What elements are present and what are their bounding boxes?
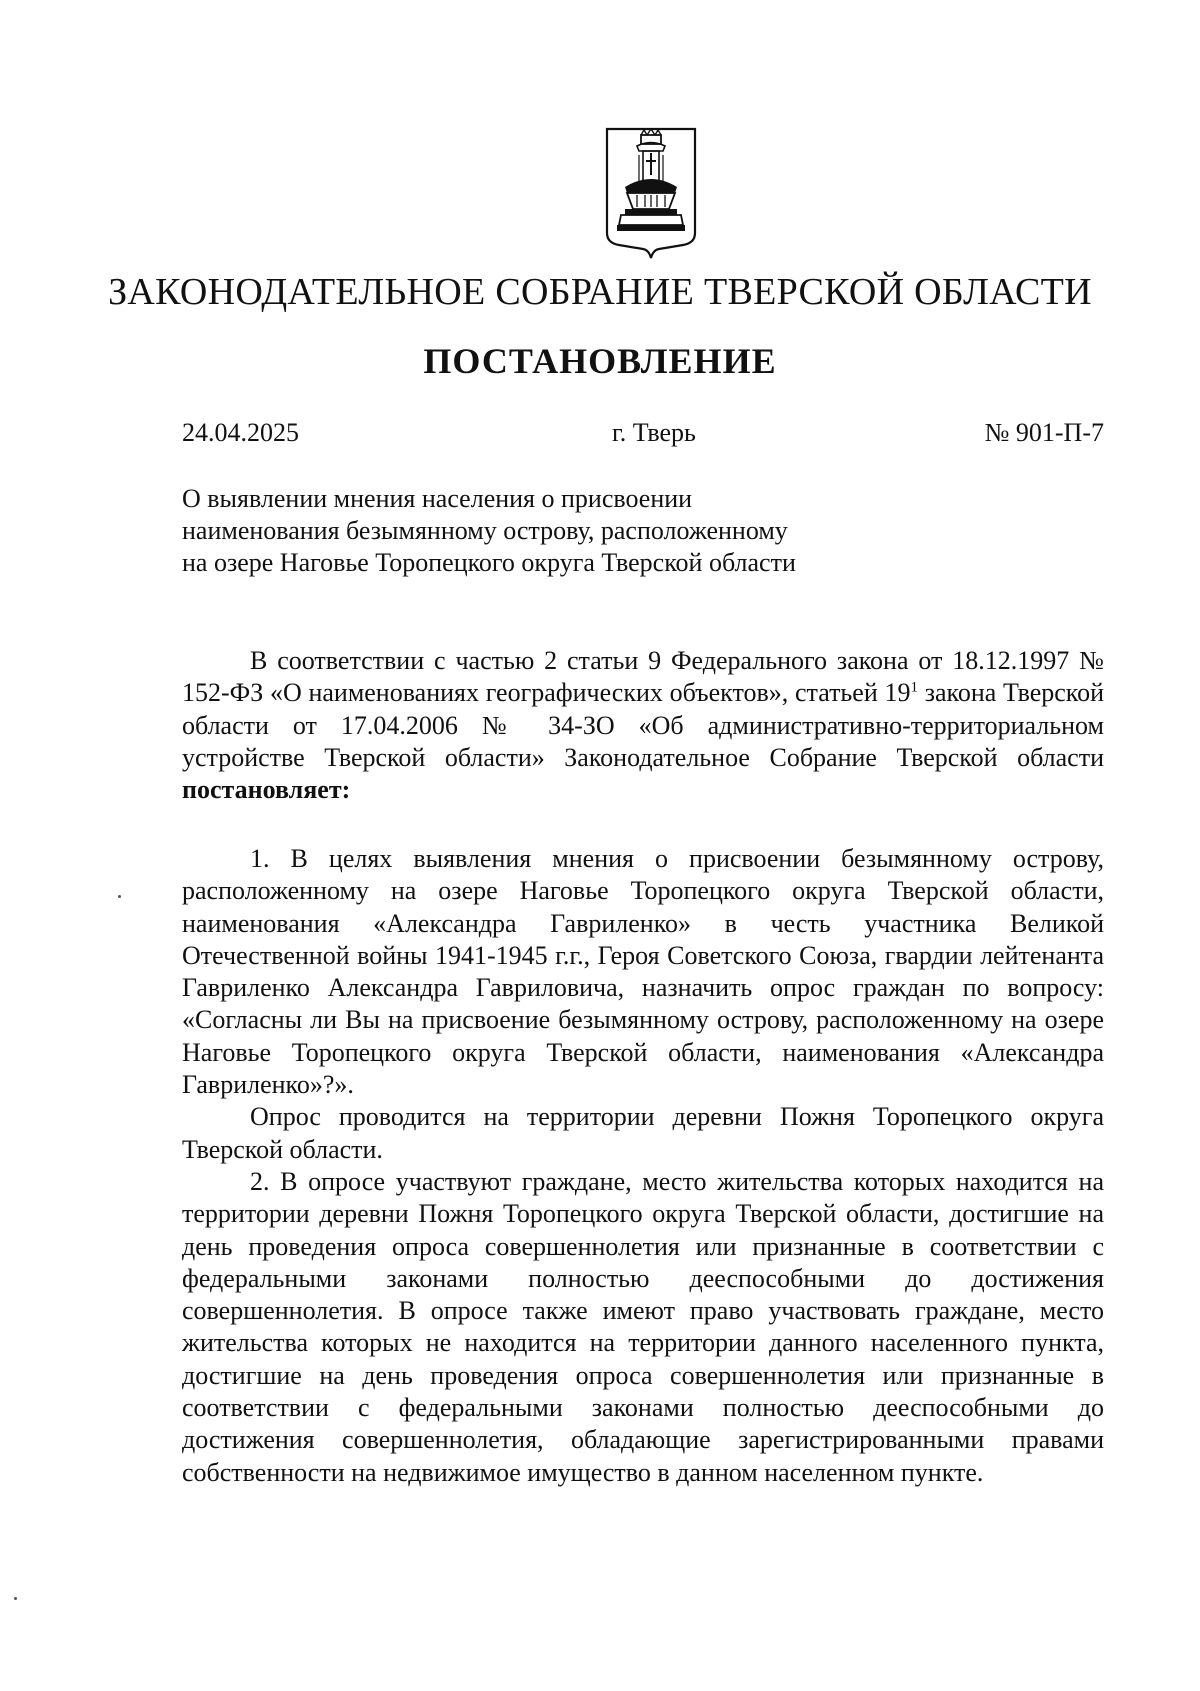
preamble-text: В соответствии с частью 2 статьи 9 Федерального закона от 18.12.1997 № 152-ФЗ «О наименованиях географических объектов», статьей 19 [182, 646, 1104, 708]
subject-line: наименования безымянному острову, расположенному [182, 516, 788, 545]
resolution-items [182, 843, 1104, 1489]
scan-speck [118, 895, 121, 898]
preamble [182, 645, 1104, 806]
document-meta [182, 418, 1104, 448]
document-subject [182, 483, 882, 579]
organization-name: ЗАКОНОДАТЕЛЬНОЕ СОБРАНИЕ ТВЕРСКОЙ ОБЛАСТИ [108, 271, 1092, 313]
subject-line: на озере Наговье Торопецкого округа Тверской области [182, 548, 796, 577]
item-paragraph: Опрос проводится на территории деревни Пожня Торопецкого округа Тверской области. [182, 1102, 1104, 1164]
item-paragraph: 2. В опросе участвуют граждане, место жительства которых находится на территории деревни Пожня Торопецкого округа Тверской области, достигшие на день проведения опроса совершеннолетия или признанные в соответствии с федеральными законами полностью дееспособными до достижения совершеннолетия. В опросе также имеют право участвовать граждане, место жительства которых не находится на территории данного населенного пункта, достигшие на день проведения опроса совершеннолетия или признанные в соответствии с федеральными законами полностью дееспособными до достижения совершеннолетия, обладающие зарегистрированными правами собственности на недвижимое имущество в данном населенном пункте. [182, 1166, 1104, 1487]
tver-coat-of-arms-icon [603, 125, 699, 260]
preamble-text-continued: закона Тверской области от 17.04.2006 № 34-ЗО «Об административно-территориальном устройстве Тверской области» Законодательное Собрание Тверской области [182, 678, 1105, 772]
document-type-title: ПОСТАНОВЛЕНИЕ [423, 341, 777, 381]
document-date: 24.04.2025 [182, 418, 299, 447]
preamble-paragraph [182, 645, 1104, 806]
document-number: № 901-П-7 [984, 418, 1104, 447]
resolves-keyword: постановляет: [182, 775, 351, 805]
scan-speck [14, 1597, 17, 1600]
subject-line: О выявлении мнения населения о присвоении [182, 484, 693, 513]
item-paragraph: 1. В целях выявления мнения о присвоении безымянному острову, расположенному на озере Наговье Торопецкого округа Тверской области, наименования «Александра Гавриленко» в честь участника Великой Отечественной войны 1941-1945 г.г., Героя Советского Союза, гвардии лейтенанта Гавриленко Александра Гавриловича, назначить опрос граждан по вопросу: «Согласны ли Вы на присвоение безымянному острову, расположенному на озере Наговье Торопецкого округа Тверской области, наименования «Александра Гавриленко»?». [182, 844, 1104, 1100]
coat-of-arms [603, 125, 699, 260]
document-city: г. Тверь [612, 418, 696, 447]
article-superscript: 1 [910, 679, 918, 696]
